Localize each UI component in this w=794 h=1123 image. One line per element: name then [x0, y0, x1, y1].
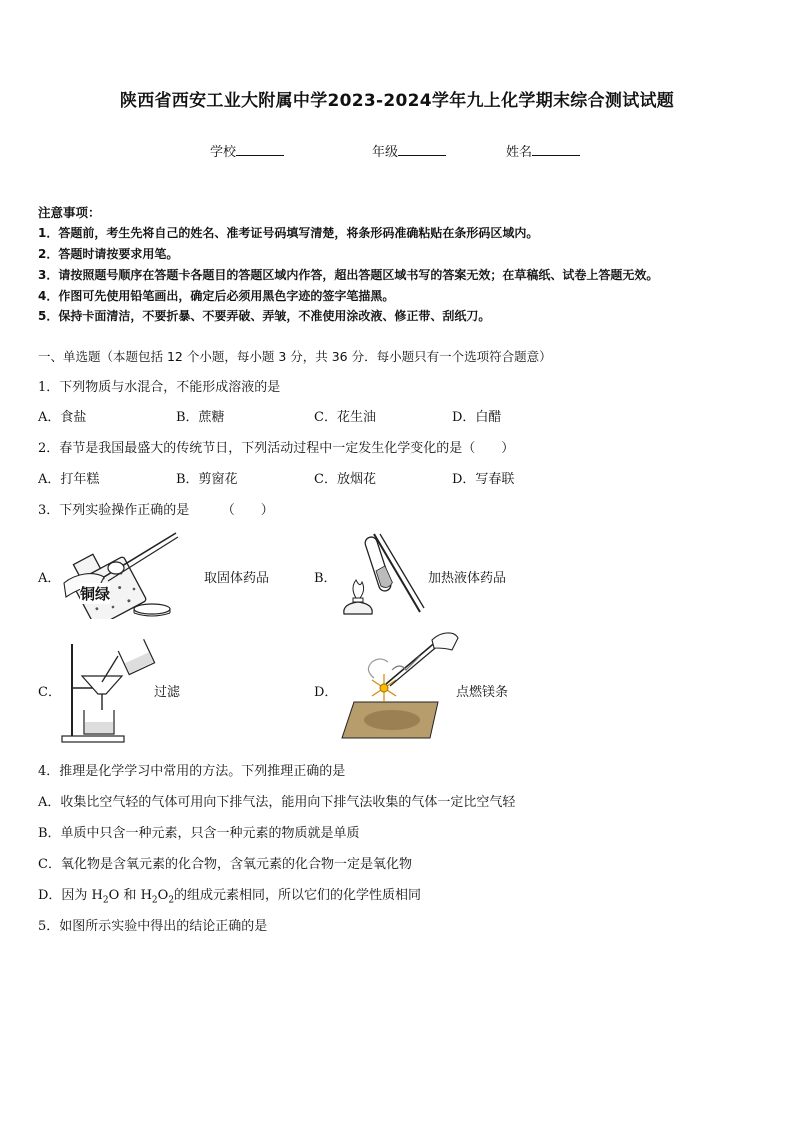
filtration-figure — [58, 636, 158, 746]
q4-option-a[interactable]: A．收集比空气轻的气体可用向下排气法，能用向下排气法收集的气体一定比空气轻 — [38, 795, 516, 810]
q4-d-text: D．因为 H — [38, 888, 103, 903]
take-solid-reagent-figure — [56, 527, 196, 619]
bottle-label: 铜绿 — [80, 585, 111, 603]
question-4-stem: 4．推理是化学学习中常用的方法。下列推理正确的是 — [38, 764, 346, 779]
name-label: 姓名 — [506, 145, 533, 160]
q3-option-c-text: 过滤 — [154, 685, 181, 700]
q2-option-d[interactable]: D．写春联 — [452, 472, 515, 487]
q4-d-text: 的组成元素相同，所以它们的化学性质相同 — [174, 888, 422, 903]
burn-magnesium-figure — [334, 626, 462, 748]
grade-label: 年级 — [372, 145, 399, 160]
q3-option-b-letter[interactable]: B． — [314, 571, 337, 586]
q2-option-c[interactable]: C．放烟花 — [314, 472, 376, 487]
question-2-stem: 2．春节是我国最盛大的传统节日，下列活动过程中一定发生化学变化的是（ ） — [38, 441, 515, 456]
q4-d-text: O 和 H — [108, 888, 152, 903]
question-1-stem: 1．下列物质与水混合，不能形成溶液的是 — [38, 380, 281, 395]
school-blank[interactable] — [236, 143, 284, 156]
q3-option-a-letter[interactable]: A． — [38, 571, 61, 586]
q1-option-d[interactable]: D．白醋 — [452, 410, 502, 425]
q2-option-a[interactable]: A．打年糕 — [38, 472, 100, 487]
q2-option-b[interactable]: B．剪窗花 — [176, 472, 238, 487]
subscript: 2 — [151, 895, 158, 906]
q4-option-c[interactable]: C．氧化物是含氧元素的化合物，含氧元素的化合物一定是氧化物 — [38, 857, 412, 872]
subscript: 2 — [168, 895, 175, 906]
question-5-stem: 5．如图所示实验中得出的结论正确的是 — [38, 919, 268, 934]
q1-option-c[interactable]: C．花生油 — [314, 410, 376, 425]
q3-option-c-letter[interactable]: C． — [38, 685, 61, 700]
grade-blank[interactable] — [398, 143, 446, 156]
grade-field — [372, 141, 446, 160]
q3-option-a-text: 取固体药品 — [204, 571, 270, 586]
q1-option-b[interactable]: B．蔗糖 — [176, 410, 225, 425]
note-item: 2．答题时请按要求用笔。 — [38, 247, 179, 261]
q3-option-d-letter[interactable]: D． — [314, 685, 338, 700]
name-blank[interactable] — [532, 143, 580, 156]
school-label: 学校 — [210, 145, 237, 160]
school-field — [210, 141, 284, 160]
q4-option-d[interactable] — [38, 884, 421, 906]
subscript: 2 — [102, 895, 109, 906]
question-3-stem: 3．下列实验操作正确的是 （ ） — [38, 503, 274, 518]
note-item: 1．答题前，考生先将自己的姓名、准考证号码填写清楚，将条形码准确粘贴在条形码区域内。 — [38, 226, 539, 240]
note-item: 3．请按照题号顺序在答题卡各题目的答题区域内作答，超出答题区域书写的答案无效；在草稿纸、试卷上答题无效。 — [38, 268, 659, 282]
q1-option-a[interactable]: A．食盐 — [38, 410, 87, 425]
notes-heading: 注意事项： — [38, 205, 101, 220]
heat-liquid-figure — [334, 530, 430, 616]
page-title: 陕西省西安工业大附属中学2023-2024学年九上化学期末综合测试试题 — [119, 91, 675, 111]
q3-option-b-text: 加热液体药品 — [428, 571, 507, 586]
note-item: 5．保持卡面清洁，不要折暴、不要弄破、弄皱，不准使用涂改液、修正带、刮纸刀。 — [38, 309, 491, 323]
q4-d-text: O — [157, 888, 169, 903]
section-heading: 一、单选题（本题包括 12 个小题，每小题 3 分，共 36 分．每小题只有一个选项符合题意） — [38, 349, 552, 364]
q3-option-d-text: 点燃镁条 — [456, 685, 509, 700]
q4-option-b[interactable]: B．单质中只含一种元素，只含一种元素的物质就是单质 — [38, 826, 360, 841]
name-field — [506, 141, 580, 160]
note-item: 4．作图可先使用铅笔画出，确定后必须用黑色字迹的签字笔描黑。 — [38, 289, 395, 303]
